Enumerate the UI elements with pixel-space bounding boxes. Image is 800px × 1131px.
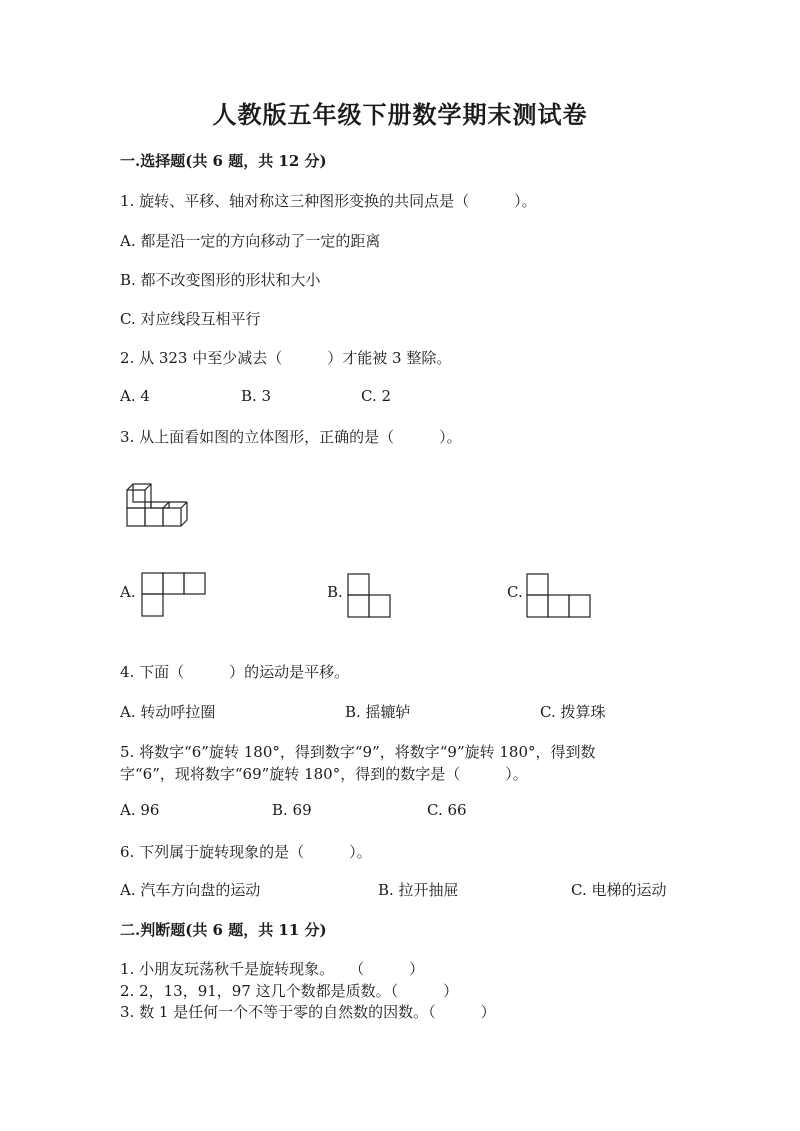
q1-option-b: B. 都不改变图形的形状和大小 (120, 271, 321, 289)
judgement-item-3: 3. 数 1 是任何一个不等于零的自然数的因数。（ ） (120, 1003, 496, 1021)
solid-figure-cubes (122, 480, 192, 530)
question-6: 6. 下列属于旋转现象的是（ ）。 (120, 843, 372, 861)
q4-option-c: C. 拨算珠 (540, 703, 606, 721)
q5-option-c: C. 66 (427, 801, 467, 819)
q5-option-b: B. 69 (272, 801, 312, 819)
q3-option-c: C. (507, 583, 523, 601)
page-title: 人教版五年级下册数学期末测试卷 (212, 100, 588, 129)
q5-option-a: A. 96 (120, 801, 160, 819)
q3-option-a-figure (141, 572, 207, 618)
question-1: 1. 旋转、平移、轴对称这三种图形变换的共同点是（ ）。 (120, 192, 537, 210)
q1-option-c: C. 对应线段互相平行 (120, 310, 261, 328)
q6-option-a: A. 汽车方向盘的运动 (120, 881, 261, 899)
q2-option-c: C. 2 (361, 387, 392, 405)
section-heading-choice: 一.选择题(共 6 题，共 12 分) (120, 152, 327, 170)
question-5-line-2: 字“6”，现将数字“69”旋转 180°，得到的数字是（ ）。 (120, 765, 528, 783)
question-5-line-1: 5. 将数字“6”旋转 180°，得到数字“9”，将数字“9”旋转 180°，得到数 (120, 743, 596, 761)
section-heading-judgement: 二.判断题(共 6 题，共 11 分) (120, 921, 327, 939)
question-4: 4. 下面（ ）的运动是平移。 (120, 663, 350, 681)
q3-option-a: A. (120, 583, 136, 601)
question-3: 3. 从上面看如图的立体图形，正确的是（ ）。 (120, 428, 462, 446)
q4-option-a: A. 转动呼拉圈 (120, 703, 216, 721)
judgement-item-2: 2. 2，13，91，97 这几个数都是质数。（ ） (120, 982, 459, 1000)
q6-option-b: B. 拉开抽屉 (378, 881, 459, 899)
question-2: 2. 从 323 中至少减去（ ）才能被 3 整除。 (120, 349, 452, 367)
q4-option-b: B. 摇辘轳 (345, 703, 411, 721)
q6-option-c: C. 电梯的运动 (571, 881, 667, 899)
q2-option-a: A. 4 (120, 387, 150, 405)
q3-option-b: B. (327, 583, 343, 601)
judgement-item-1: 1. 小朋友玩荡秋千是旋转现象。 （ ） (120, 960, 425, 978)
q2-option-b: B. 3 (241, 387, 272, 405)
q3-option-c-figure (526, 573, 594, 619)
q1-option-a: A. 都是沿一定的方向移动了一定的距离 (120, 232, 381, 250)
q3-option-b-figure (347, 573, 393, 619)
